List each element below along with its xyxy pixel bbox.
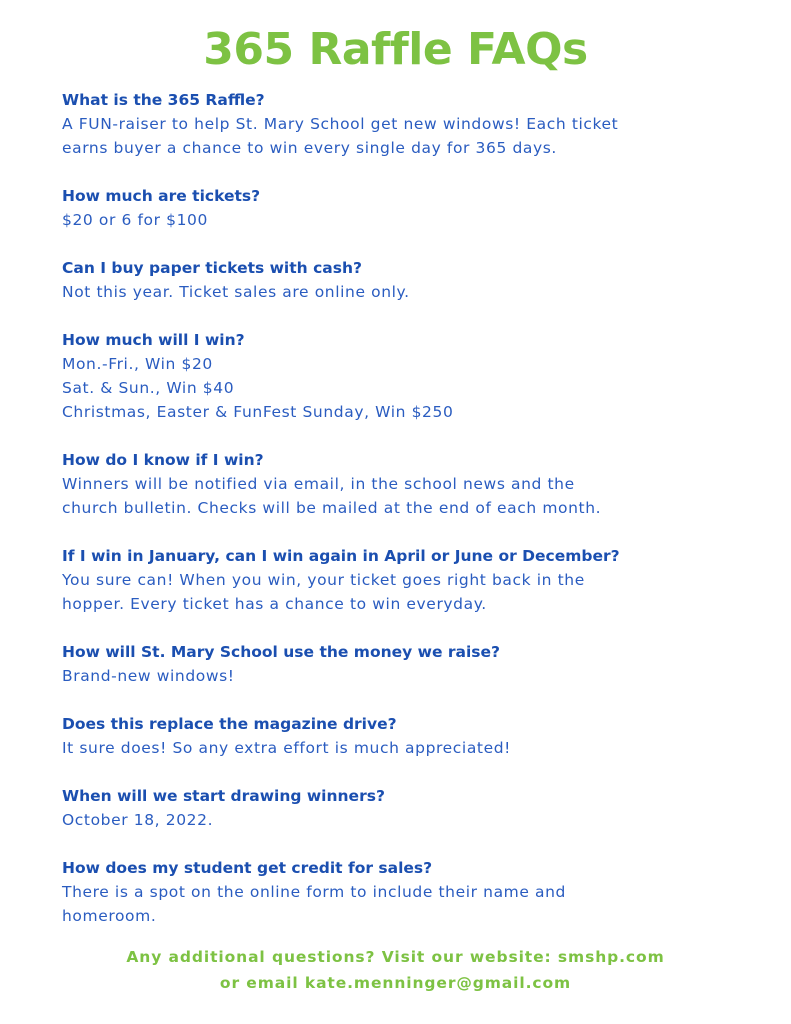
- faq-answer-line: Brand-new windows!: [62, 667, 235, 685]
- faq-item: [62, 328, 762, 424]
- faq-answer-line: Sat. & Sun., Win $40: [62, 379, 235, 397]
- faq-item: [62, 856, 762, 928]
- faq-answer-line: A FUN-raiser to help St. Mary School get new windows! Each ticket: [62, 115, 619, 133]
- faq-item: [62, 544, 762, 616]
- faq-answer-line: Not this year. Ticket sales are online only.: [62, 283, 410, 301]
- faq-answer-line: earns buyer a chance to win every single day for 365 days.: [62, 139, 557, 157]
- faq-answer-line: You sure can! When you win, your ticket goes right back in the: [62, 571, 585, 589]
- faq-item: [62, 712, 762, 760]
- faq-item: [62, 448, 762, 520]
- faq-list: [62, 88, 762, 952]
- faq-answer-line: hopper. Every ticket has a chance to win everyday.: [62, 595, 487, 613]
- faq-answer-line: October 18, 2022.: [62, 811, 214, 829]
- faq-question: Does this replace the magazine drive?: [62, 715, 397, 733]
- faq-answer-line: Mon.-Fri., Win $20: [62, 355, 213, 373]
- faq-answer-line: Winners will be notified via email, in the school news and the: [62, 475, 575, 493]
- faq-question: If I win in January, can I win again in April or June or December?: [62, 547, 620, 565]
- footer-website-line: Any additional questions? Visit our website: smshp.com: [126, 948, 665, 966]
- faq-answer-line: homeroom.: [62, 907, 157, 925]
- faq-question: How do I know if I win?: [62, 451, 264, 469]
- footer: [0, 944, 791, 996]
- faq-answer-line: Christmas, Easter & FunFest Sunday, Win $250: [62, 403, 454, 421]
- faq-question: How does my student get credit for sales?: [62, 859, 433, 877]
- faq-question: How will St. Mary School use the money we raise?: [62, 643, 501, 661]
- faq-item: [62, 184, 762, 232]
- faq-answer-line: There is a spot on the online form to include their name and: [62, 883, 566, 901]
- faq-item: [62, 88, 762, 160]
- faq-item: [62, 640, 762, 688]
- faq-question: What is the 365 Raffle?: [62, 91, 265, 109]
- faq-answer-line: $20 or 6 for $100: [62, 211, 208, 229]
- footer-email-line: or email kate.menninger@gmail.com: [219, 974, 572, 992]
- faq-answer-line: It sure does! So any extra effort is much appreciated!: [62, 739, 511, 757]
- page-title: 365 Raffle FAQs: [203, 24, 588, 75]
- faq-question: When will we start drawing winners?: [62, 787, 385, 805]
- faq-question: Can I buy paper tickets with cash?: [62, 259, 362, 277]
- faq-question: How much will I win?: [62, 331, 245, 349]
- faq-question: How much are tickets?: [62, 187, 261, 205]
- faq-answer-line: church bulletin. Checks will be mailed at the end of each month.: [62, 499, 602, 517]
- faq-item: [62, 256, 762, 304]
- faq-item: [62, 784, 762, 832]
